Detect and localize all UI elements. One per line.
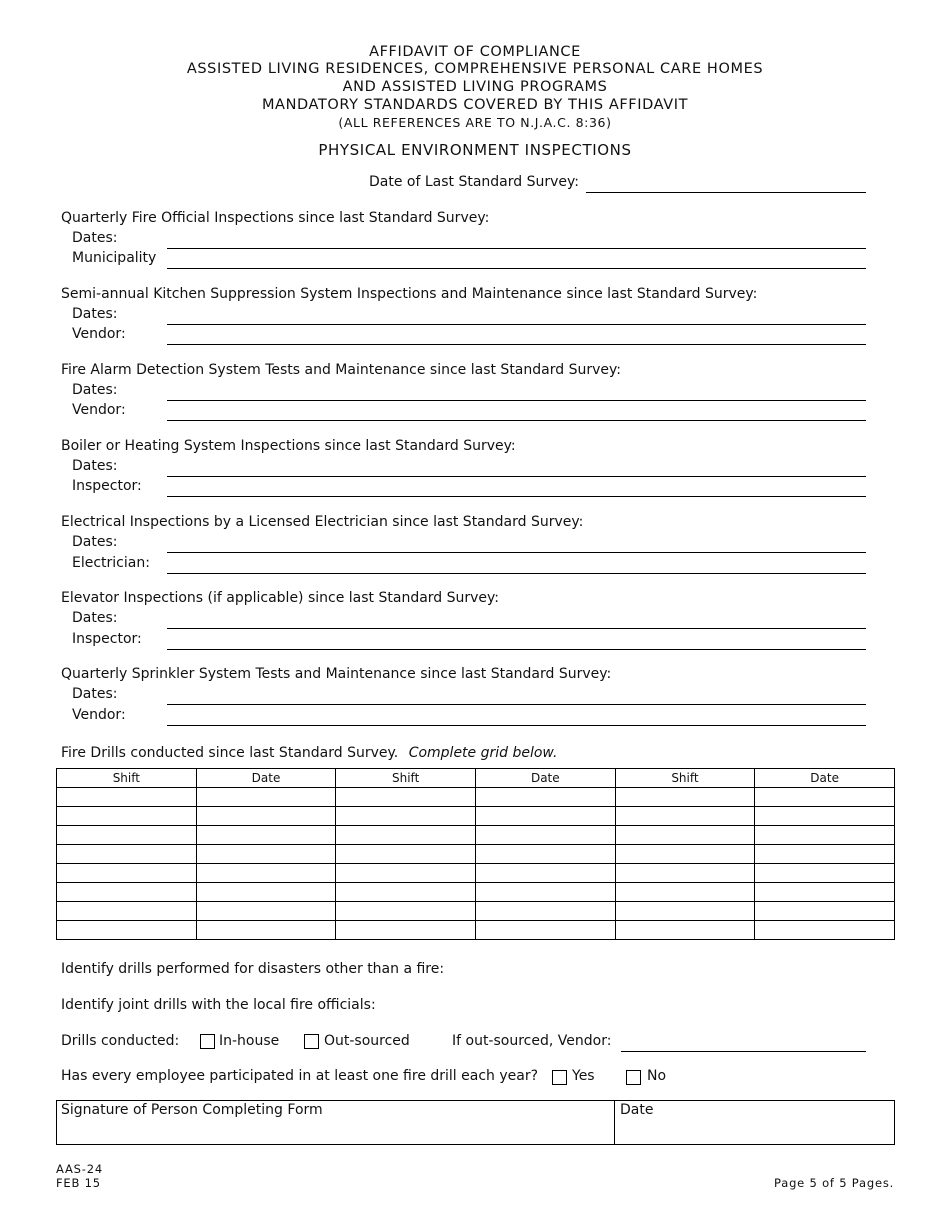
out-sourced-checkbox[interactable]: [304, 1034, 319, 1049]
grid-cell[interactable]: [755, 883, 895, 902]
dates-label: Dates:: [72, 382, 118, 398]
form-subtitle-2: AND ASSISTED LIVING PROGRAMS: [342, 79, 608, 95]
grid-cell[interactable]: [615, 921, 755, 940]
grid-cell[interactable]: [196, 807, 336, 826]
grid-cell[interactable]: [57, 788, 197, 807]
grid-cell[interactable]: [475, 845, 615, 864]
drills-conducted-label: Drills conducted:: [61, 1033, 180, 1049]
grid-cell[interactable]: [755, 807, 895, 826]
table-row: [57, 883, 895, 902]
vendor-input[interactable]: [167, 725, 866, 726]
grid-cell[interactable]: [196, 883, 336, 902]
inspector-label: Inspector:: [72, 478, 142, 494]
form-date: FEB 15: [56, 1176, 101, 1190]
grid-cell[interactable]: [755, 845, 895, 864]
grid-cell[interactable]: [57, 883, 197, 902]
grid-cell[interactable]: [336, 845, 476, 864]
last-survey-label: Date of Last Standard Survey:: [369, 174, 580, 190]
form-code: AAS-24: [56, 1162, 103, 1176]
yes-checkbox[interactable]: [552, 1070, 567, 1085]
grid-cell[interactable]: [196, 864, 336, 883]
signature-label: Signature of Person Completing Form: [61, 1102, 323, 1118]
grid-cell[interactable]: [336, 921, 476, 940]
grid-cell[interactable]: [336, 883, 476, 902]
dates-input[interactable]: [167, 400, 866, 401]
grid-cell[interactable]: [475, 921, 615, 940]
inspection-title: Quarterly Fire Official Inspections since last Standard Survey:: [61, 210, 490, 226]
dates-input[interactable]: [167, 476, 866, 477]
grid-cell[interactable]: [755, 921, 895, 940]
form-reference: (ALL REFERENCES ARE TO N.J.A.C. 8:36): [338, 115, 612, 130]
dates-label: Dates:: [72, 306, 118, 322]
in-house-checkbox[interactable]: [200, 1034, 215, 1049]
vendor-label: Vendor:: [72, 707, 126, 723]
grid-cell[interactable]: [475, 807, 615, 826]
grid-cell[interactable]: [475, 864, 615, 883]
signature-box: [56, 1100, 895, 1145]
electrician-label: Electrician:: [72, 555, 150, 571]
dates-input[interactable]: [167, 628, 866, 629]
inspector-label: Inspector:: [72, 631, 142, 647]
column-header-date: Date: [755, 769, 895, 788]
in-house-label: In-house: [219, 1033, 280, 1049]
dates-input[interactable]: [167, 552, 866, 553]
column-header-shift: Shift: [336, 769, 476, 788]
section-title: PHYSICAL ENVIRONMENT INSPECTIONS: [318, 141, 632, 159]
fire-drill-grid: [56, 768, 895, 940]
signature-divider: [614, 1101, 615, 1144]
table-row: [57, 902, 895, 921]
vendor-label: Vendor:: [72, 402, 126, 418]
joint-drills-question: Identify joint drills with the local fire officials:: [61, 997, 376, 1013]
employee-participation-question: Has every employee participated in at least one fire drill each year?: [61, 1068, 539, 1084]
grid-header-row: [57, 769, 895, 788]
inspection-title: Boiler or Heating System Inspections since last Standard Survey:: [61, 438, 516, 454]
grid-cell[interactable]: [57, 902, 197, 921]
grid-cell[interactable]: [336, 864, 476, 883]
yes-label: Yes: [572, 1068, 595, 1084]
grid-cell[interactable]: [196, 921, 336, 940]
grid-cell[interactable]: [615, 864, 755, 883]
fire-drills-emphasis: Complete grid below.: [408, 745, 558, 761]
grid-cell[interactable]: [196, 788, 336, 807]
column-header-shift: Shift: [57, 769, 197, 788]
disaster-drills-question: Identify drills performed for disasters other than a fire:: [61, 961, 445, 977]
inspection-title: Semi-annual Kitchen Suppression System Inspections and Maintenance since last Standard Survey:: [61, 286, 758, 302]
inspector-input[interactable]: [167, 649, 866, 650]
form-subtitle-3: MANDATORY STANDARDS COVERED BY THIS AFFIDAVIT: [261, 97, 689, 113]
grid-cell[interactable]: [336, 902, 476, 921]
vendor-input[interactable]: [167, 344, 866, 345]
grid-cell[interactable]: [196, 902, 336, 921]
grid-cell[interactable]: [57, 921, 197, 940]
dates-label: Dates:: [72, 230, 118, 246]
municipality-label: Municipality: [72, 250, 157, 266]
grid-cell[interactable]: [615, 807, 755, 826]
grid-cell[interactable]: [475, 788, 615, 807]
table-row: [57, 864, 895, 883]
grid-cell[interactable]: [615, 883, 755, 902]
vendor-label: If out-sourced, Vendor:: [452, 1033, 612, 1049]
grid-cell[interactable]: [196, 845, 336, 864]
outsource-vendor-input[interactable]: [621, 1051, 866, 1052]
grid-cell[interactable]: [755, 826, 895, 845]
table-row: [57, 826, 895, 845]
table-row: [57, 845, 895, 864]
grid-cell[interactable]: [475, 883, 615, 902]
grid-cell[interactable]: [57, 826, 197, 845]
grid-cell[interactable]: [475, 902, 615, 921]
table-row: [57, 921, 895, 940]
grid-cell[interactable]: [755, 902, 895, 921]
signature-date-label: Date: [620, 1102, 654, 1118]
last-survey-input[interactable]: [586, 192, 866, 193]
column-header-date: Date: [196, 769, 336, 788]
dates-label: Dates:: [72, 610, 118, 626]
vendor-input[interactable]: [167, 420, 866, 421]
dates-label: Dates:: [72, 686, 118, 702]
dates-label: Dates:: [72, 534, 118, 550]
column-header-date: Date: [475, 769, 615, 788]
inspection-title: Quarterly Sprinkler System Tests and Maintenance since last Standard Survey:: [61, 666, 612, 682]
grid-cell[interactable]: [615, 845, 755, 864]
grid-cell[interactable]: [196, 826, 336, 845]
column-header-shift: Shift: [615, 769, 755, 788]
fire-drills-intro: [61, 745, 557, 761]
grid-cell[interactable]: [615, 788, 755, 807]
inspection-title: Elevator Inspections (if applicable) since last Standard Survey:: [61, 590, 500, 606]
no-label: No: [647, 1068, 667, 1084]
grid-cell[interactable]: [336, 807, 476, 826]
grid-cell[interactable]: [336, 826, 476, 845]
table-row: [57, 807, 895, 826]
fire-drills-intro-text: Fire Drills conducted since last Standard Survey.: [61, 745, 399, 761]
form-subtitle-1: ASSISTED LIVING RESIDENCES, COMPREHENSIVE PERSONAL CARE HOMES: [186, 61, 764, 77]
grid-cell[interactable]: [755, 788, 895, 807]
grid-cell[interactable]: [57, 864, 197, 883]
vendor-label: Vendor:: [72, 326, 126, 342]
out-sourced-label: Out-sourced: [324, 1033, 410, 1049]
grid-cell[interactable]: [57, 807, 197, 826]
dates-label: Dates:: [72, 458, 118, 474]
dates-input[interactable]: [167, 248, 866, 249]
grid-cell[interactable]: [336, 788, 476, 807]
grid-cell[interactable]: [475, 826, 615, 845]
electrician-input[interactable]: [167, 573, 866, 574]
inspection-title: Fire Alarm Detection System Tests and Maintenance since last Standard Survey:: [61, 362, 621, 378]
municipality-input[interactable]: [167, 268, 866, 269]
inspector-input[interactable]: [167, 496, 866, 497]
grid-cell[interactable]: [57, 845, 197, 864]
dates-input[interactable]: [167, 324, 866, 325]
page-number: Page 5 of 5 Pages.: [774, 1176, 895, 1190]
grid-cell[interactable]: [615, 902, 755, 921]
table-row: [57, 788, 895, 807]
grid-cell[interactable]: [615, 826, 755, 845]
no-checkbox[interactable]: [626, 1070, 641, 1085]
grid-cell[interactable]: [755, 864, 895, 883]
dates-input[interactable]: [167, 704, 866, 705]
form-title: AFFIDAVIT OF COMPLIANCE: [369, 44, 581, 60]
inspection-title: Electrical Inspections by a Licensed Electrician since last Standard Survey:: [61, 514, 584, 530]
